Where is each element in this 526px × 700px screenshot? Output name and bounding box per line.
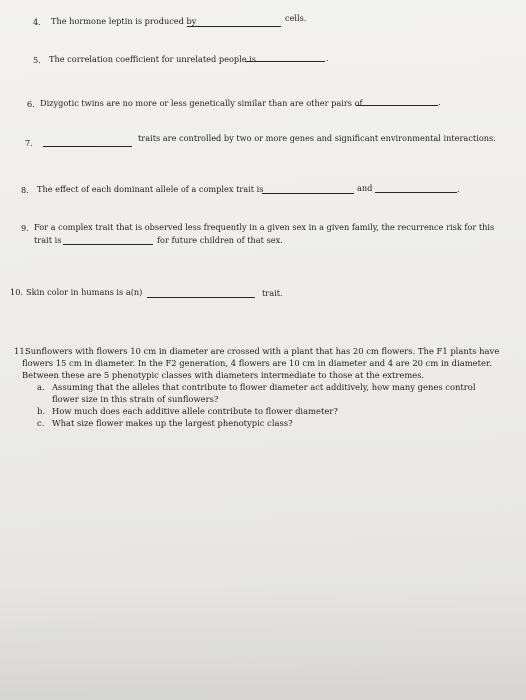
q11-line-2: flowers 15 cm in diameter. In the F2 generation, 4 flowers are 10 cm in diameter and 4 are 20 cm in diameter. bbox=[22, 358, 492, 368]
q6-number: 6. bbox=[27, 99, 35, 109]
q4-number: 4. bbox=[33, 17, 41, 27]
q11b-line-1: How much does each additive allele contribute to flower diameter? bbox=[52, 406, 338, 416]
q10-text: Skin color in humans is a(n) bbox=[26, 287, 143, 297]
q9-answer-blank[interactable] bbox=[63, 244, 153, 245]
q5-text: The correlation coefficient for unrelated people is bbox=[49, 54, 256, 64]
q10-answer-blank[interactable] bbox=[147, 297, 255, 298]
q5-number: 5. bbox=[33, 55, 41, 65]
q9-line1: For a complex trait that is observed less frequently in a given sex in a given family, the recurrence risk for this bbox=[34, 222, 495, 232]
q4-answer-blank[interactable] bbox=[187, 26, 281, 27]
q8-suffix: . bbox=[457, 184, 460, 194]
q6-text: Dizygotic twins are no more or less genetically similar than are other pairs of bbox=[40, 98, 363, 108]
q10-number: 10. bbox=[10, 287, 24, 297]
q11a-label: a. bbox=[37, 382, 45, 392]
q11a-line-1: Assuming that the alleles that contribute to flower diameter act additively, how many genes control bbox=[52, 382, 476, 392]
q9-line2-suffix: for future children of that sex. bbox=[157, 235, 283, 245]
q5-answer-blank[interactable] bbox=[245, 61, 325, 62]
q11-line-1: Sunflowers with flowers 10 cm in diameter are crossed with a plant that has 20 cm flowers. The F1 plants have bbox=[25, 346, 500, 356]
q10-suffix: trait. bbox=[262, 288, 283, 298]
q7-text: traits are controlled by two or more genes and significant environmental interactions. bbox=[138, 133, 496, 143]
q8-number: 8. bbox=[21, 185, 29, 195]
q8-answer-blank-2[interactable] bbox=[375, 192, 457, 193]
q8-answer-blank-1[interactable] bbox=[262, 193, 354, 194]
q11c-label: c. bbox=[37, 418, 45, 428]
q6-suffix: . bbox=[438, 97, 441, 107]
q11-number: 11. bbox=[14, 346, 28, 356]
q11b-label: b. bbox=[37, 406, 46, 416]
q11-line-3: Between these are 5 phenotypic classes with diameters intermediate to those at the extremes. bbox=[22, 370, 425, 380]
q11a-line-2: flower size in this strain of sunflowers? bbox=[52, 394, 219, 404]
q6-answer-blank[interactable] bbox=[356, 105, 438, 106]
q8-text: The effect of each dominant allele of a complex trait is bbox=[37, 184, 264, 194]
q8-middle: and bbox=[357, 183, 373, 193]
q9-number: 9. bbox=[21, 223, 29, 233]
q5-suffix: . bbox=[326, 53, 329, 63]
q4-suffix: cells. bbox=[285, 13, 307, 23]
paper-shadow bbox=[0, 580, 526, 700]
q7-number: 7. bbox=[25, 138, 33, 148]
q4-text: The hormone leptin is produced by bbox=[51, 16, 197, 26]
q9-line2-prefix: trait is bbox=[34, 235, 62, 245]
q7-answer-blank[interactable] bbox=[43, 146, 132, 147]
q11c-line-1: What size flower makes up the largest phenotypic class? bbox=[52, 418, 293, 428]
